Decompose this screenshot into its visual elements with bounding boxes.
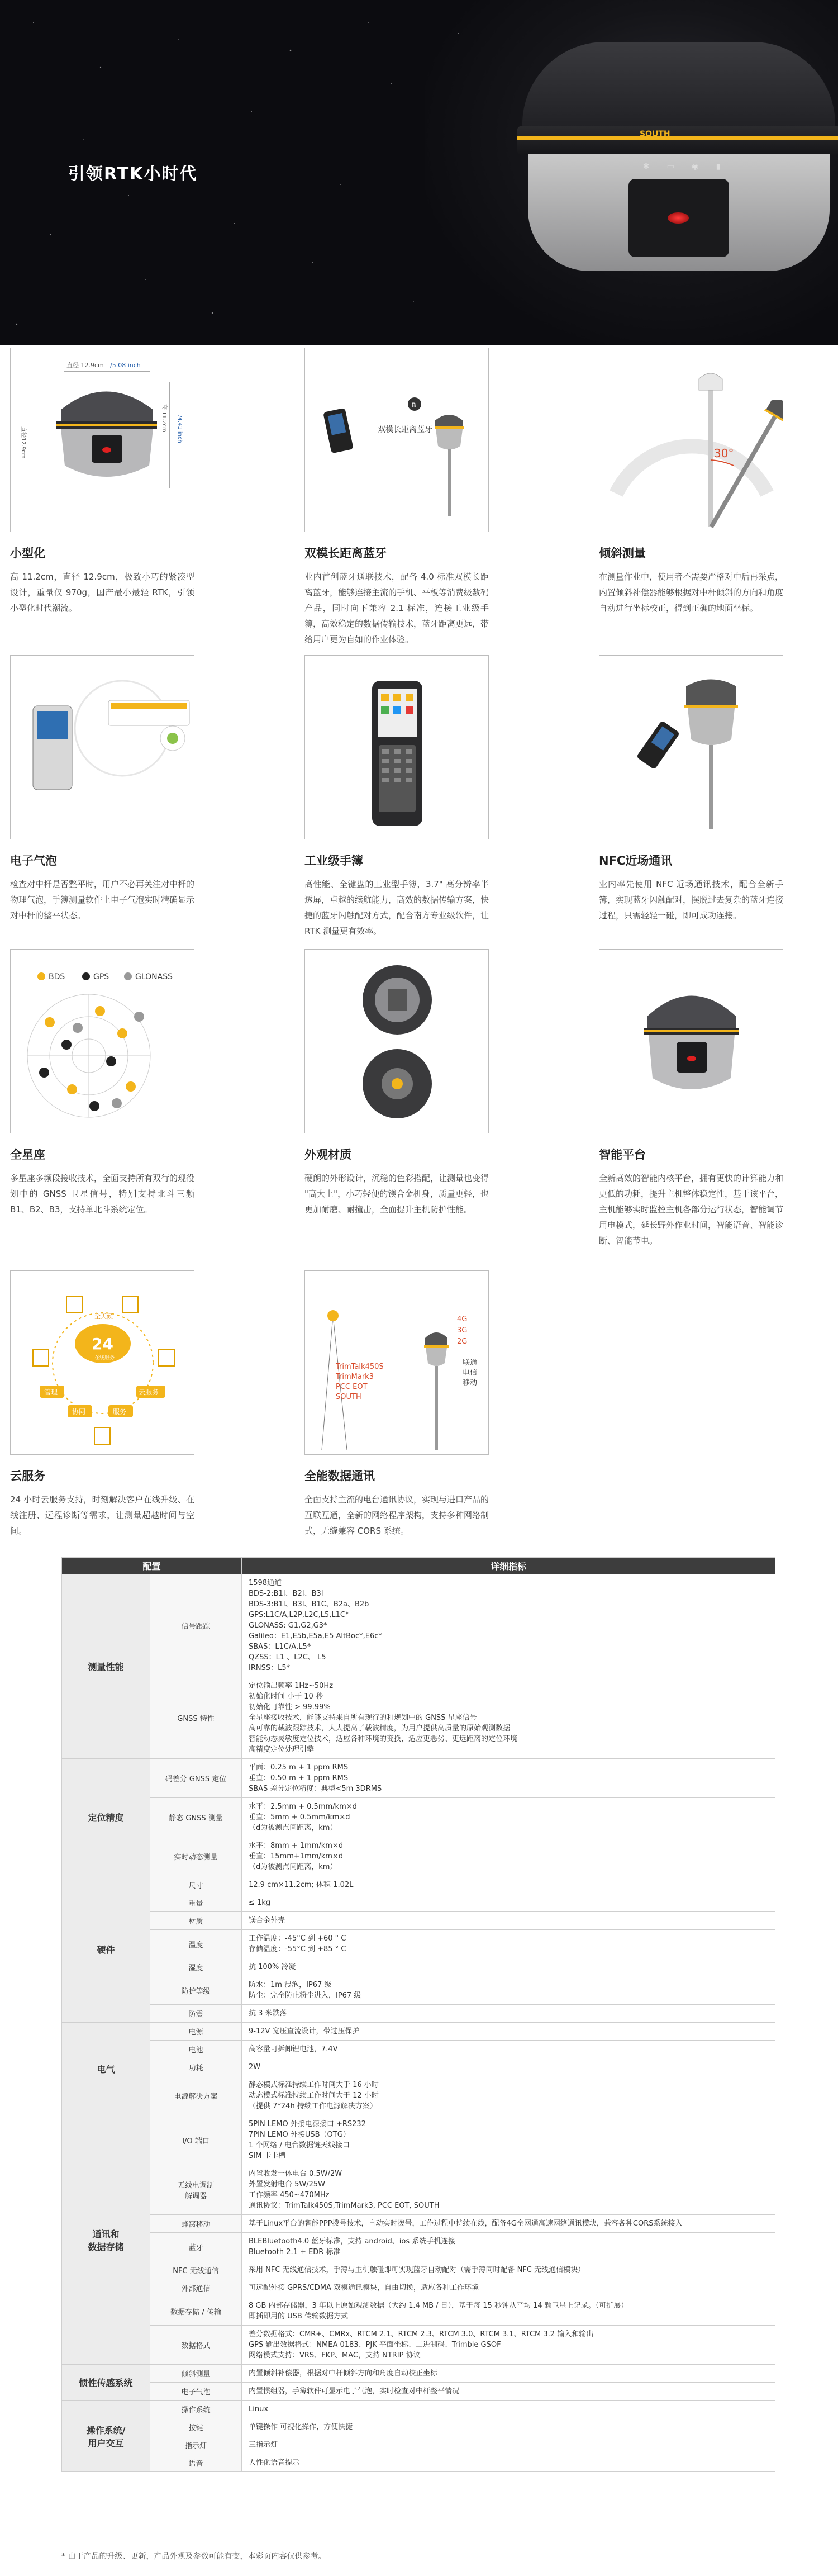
- bubble-icon: [167, 733, 178, 744]
- dim-height-inch: /4.41 inch: [177, 415, 183, 443]
- spec-row: [62, 1976, 775, 2005]
- spec-value: 抗 100% 冷凝: [242, 1958, 775, 1976]
- spec-item: 功耗: [150, 2058, 242, 2076]
- spec-value: 可远配外接 GPRS/CDMA 双模通讯模块，自由切换，适应各种工作环境: [242, 2279, 775, 2297]
- spec-row: [62, 2261, 775, 2279]
- bds-dot-icon: [37, 972, 45, 980]
- spec-row: [62, 2165, 775, 2215]
- spec-row: [62, 1876, 775, 1894]
- spec-item: 湿度: [150, 1958, 242, 1976]
- legend-gps: GPS: [93, 972, 109, 981]
- spec-item: 按键: [150, 2418, 242, 2436]
- spec-value: 高容量可拆卸锂电池，7.4V: [242, 2041, 775, 2058]
- feature-title: 倾斜测量: [599, 547, 646, 560]
- spec-value: 9-12V 宽压直流设计，带过压保护: [242, 2023, 775, 2041]
- spec-value: 内置倾斜补偿器，根据对中杆倾斜方向和角度自动校正坐标: [242, 2365, 775, 2383]
- feature-e-bubble: [10, 655, 194, 923]
- feature-desc: 全新高效的智能内核平台，拥有更快的计算能力和更低的功耗，提升主机整体稳定性，基于该平台，主机能够实时监控主机各部分运行状态，智能调节用电模式，延长野外作业时间，智能语音、智能诊断、智能节电。: [599, 1173, 784, 1246]
- spec-row: [62, 2076, 775, 2115]
- hero-title: 引领RTK小时代: [68, 164, 198, 184]
- legend-glonass: GLONASS: [135, 972, 173, 981]
- spec-value: 12.9 cm×11.2cm; 体积 1.02L: [242, 1876, 775, 1894]
- spec-item: 电池: [150, 2041, 242, 2058]
- feature-title: 全能数据通讯: [304, 1469, 375, 1483]
- spec-value: Linux: [242, 2401, 775, 2418]
- net-3g: 3G: [457, 1326, 468, 1335]
- bluetooth-label: 双模长距离蓝牙: [378, 425, 432, 434]
- spec-item: NFC 无线通信: [150, 2261, 242, 2279]
- feature-cloud: [10, 1270, 194, 1539]
- spec-item: 语音: [150, 2454, 242, 2472]
- feature-smart-platform: [599, 949, 783, 1249]
- spec-value: 单键操作 可视化操作，方便快捷: [242, 2418, 775, 2436]
- glonass-dot-icon: [124, 972, 132, 980]
- spec-header-detail: 详细指标: [242, 1558, 775, 1574]
- cloud-badge-top: 全天候: [94, 1313, 113, 1320]
- spec-value: 内置收发一体电台 0.5W/2W 外置发射电台 5W/25W 工作频率 450~470MHz 通讯协议：TrimTalk450S,TrimMark3, PCC EOT, SOUTH: [242, 2165, 775, 2215]
- cloud-badge-bottom: 在线服务: [94, 1355, 115, 1361]
- spec-item: GNSS 特性: [150, 1677, 242, 1759]
- spec-value: 差分数据格式：CMR+、CMRx、RTCM 2.1、RTCM 2.3、RTCM 3.0、RTCM 3.1、RTCM 3.2 输入和输出 GPS 输出数据格式：NMEA 0183、PJK 平面坐标、二进制码、Trimble GSOF 网络模式支持：VRS、FKP、MAC，支持 NTRIP 协议: [242, 2326, 775, 2365]
- feature-title: 双模长距离蓝牙: [304, 547, 387, 560]
- red-led-icon: [668, 212, 689, 224]
- feature-tilt: [599, 348, 783, 616]
- carrier-unicom: 联通: [463, 1359, 478, 1367]
- feature-image: [10, 1270, 194, 1455]
- spec-value: 抗 3 米跌落: [242, 2005, 775, 2023]
- feature-image: [599, 655, 783, 839]
- feature-nfc: [599, 655, 783, 923]
- feature-title: 全星座: [10, 1148, 45, 1161]
- spec-table: [61, 1557, 775, 2472]
- footnote: * 由于产品的升级、更新，产品外观及参数可能有变，本彩页内容仅供参考。: [61, 2552, 326, 2561]
- spec-value: 采用 NFC 无线通信技术，手簿与主机触碰即可实现蓝牙自动配对（需手簿同时配备 NFC 无线通信模块）: [242, 2261, 775, 2279]
- feature-desc: 全面支持主流的电台通讯协议，实现与进口产品的互联互通，全新的网络程序架构，支持多种网络制式，无缝兼容 CORS 系统。: [304, 1495, 489, 1536]
- feature-title: NFC近场通讯: [599, 854, 673, 867]
- spec-row: [62, 2058, 775, 2076]
- spec-item: 实时动态测量: [150, 1837, 242, 1876]
- feature-image: [304, 1270, 489, 1455]
- spec-category: 操作系统/ 用户交互: [62, 2401, 150, 2472]
- feature-handheld: [304, 655, 489, 939]
- protocol-trimmark: TrimMark3: [336, 1373, 374, 1381]
- spec-row: [62, 1930, 775, 1958]
- spec-value: 平面：0.25 m + 1 ppm RMS 垂直：0.50 m + 1 ppm RMS SBAS 差分定位精度：典型<5m 3DRMS: [242, 1759, 775, 1798]
- protocol-trimtalk: TrimTalk450S: [336, 1363, 384, 1371]
- spec-item: 防护等级: [150, 1976, 242, 2005]
- spec-row: [62, 2005, 775, 2023]
- feature-desc: 多星座多频段接收技术，全面支持所有双行的现役划中的 GNSS 卫星信号，特别支持北斗三频 B1、B2、B3，支持单北斗系统定位。: [10, 1173, 195, 1215]
- feature-image: [304, 348, 489, 532]
- spec-row: [62, 2454, 775, 2472]
- spec-row: [62, 1912, 775, 1930]
- feature-material: [304, 949, 489, 1217]
- feature-desc: 高性能、全键盘的工业型手簿，3.7" 高分辨率半透屏，卓越的续航能力，高效的数据传输方案，快捷的蓝牙闪触配对方式，配合南方专业级软件，让 RTK 测量更有效率。: [304, 879, 489, 936]
- tilt-angle: 30°: [714, 447, 734, 460]
- spec-item: 蓝牙: [150, 2233, 242, 2261]
- spec-category: 测量性能: [62, 1574, 150, 1759]
- cloud-badge: 24: [92, 1335, 113, 1353]
- feature-datacomm: [304, 1270, 489, 1539]
- spec-row: [62, 2401, 775, 2418]
- protocol-south: SOUTH: [336, 1393, 361, 1401]
- spec-row: [62, 2365, 775, 2383]
- spec-value: 镁合金外壳: [242, 1912, 775, 1930]
- spec-item: 操作系统: [150, 2401, 242, 2418]
- hero-banner: [0, 0, 838, 345]
- status-icons: ✱ ▭ ◉ ▮: [642, 162, 721, 171]
- feature-image: [599, 348, 783, 532]
- feature-desc: 业内首创蓝牙通联技术，配备 4.0 标准双模长距离蓝牙，能够连接主流的手机、平板等消费级数码产品，同时向下兼容 2.1 标准，连接工业级手簿，高效稳定的数据传输技术，蓝牙距离更远，带给用户更为自如的作业体验。: [304, 572, 489, 644]
- spec-item: 电源: [150, 2023, 242, 2041]
- spec-row: [62, 2326, 775, 2365]
- dim-height: 高 11.2cm: [161, 404, 167, 433]
- receiver-image: [500, 11, 838, 302]
- spec-value: 2W: [242, 2058, 775, 2076]
- spec-row: [62, 2233, 775, 2261]
- feature-desc: 检查对中杆是否整平时，用户不必再关注对中杆的物理气泡，手簿测量软件上电子气泡实时精确显示对中杆的整平状态。: [10, 879, 195, 921]
- feature-desc: 24 小时云服务支持，时刻解决客户在线升级、在线注册、远程诊断等需求，让测量超越时间与空间。: [10, 1495, 194, 1536]
- spec-item: 防震: [150, 2005, 242, 2023]
- spec-value: 5PIN LEMO 外接电源接口 +RS232 7PIN LEMO 外接USB（OTG） 1 个网络 / 电台数据链天线接口 SIM 卡卡槽: [242, 2115, 775, 2165]
- spec-value: 基于Linux平台的智能PPP拨号技术，自动实时拨号，工作过程中持续在线，配备4G全网通高速网络通讯模块，兼容各种CORS系统接入: [242, 2215, 775, 2233]
- spec-row: [62, 1574, 775, 1677]
- spec-row: [62, 1798, 775, 1837]
- bluetooth-icon: ʙ: [411, 400, 416, 410]
- feature-miniaturization: [10, 348, 194, 616]
- feature-image: [599, 949, 783, 1133]
- spec-value: 工作温度：-45°C 到 +60 ° C 存储温度：-55°C 到 +85 ° C: [242, 1930, 775, 1958]
- spec-row: [62, 2115, 775, 2165]
- feature-title: 工业级手簿: [304, 854, 363, 867]
- spec-value: 定位输出频率 1Hz~50Hz 初始化时间 小于 10 秒 初始化可靠性 > 99.99% 全星座接收技术，能够支持来自所有现行的和规划中的 GNSS 星座信号 高可靠的载波跟踪技术，大大提高了载波精度，为用户提供高质量的原始观测数据 智能动态灵敏度定位技术，适应各种环境的变换，适应更恶劣、更远距离的定位环境 高精度定位处理引擎: [242, 1677, 775, 1759]
- net-4g: 4G: [457, 1315, 468, 1323]
- feature-desc: 硬朗的外形设计，沉稳的色彩搭配，让测量也变得 "高大上"，小巧轻便的镁合金机身，质量更轻，也更加耐磨、耐撞击，全面提升主机防护性能。: [304, 1173, 489, 1215]
- feature-image: [304, 655, 489, 839]
- dim-side: 直径12.9cm: [20, 426, 26, 459]
- spec-category: 硬件: [62, 1876, 150, 2023]
- protocol-pcc: PCC EOT: [336, 1383, 368, 1391]
- spec-item: I/O 端口: [150, 2115, 242, 2165]
- spec-category: 电气: [62, 2023, 150, 2115]
- spec-header-config: 配置: [62, 1558, 242, 1574]
- feature-image: [304, 949, 489, 1133]
- spec-row: [62, 2215, 775, 2233]
- spec-value: 防水：1m 浸泡，IP67 级 防尘：完全防止粉尘进入，IP67 级: [242, 1976, 775, 2005]
- spec-value: 静态模式标准持续工作时间大于 16 小时 动态模式标准持续工作时间大于 12 小时 （提供 7*24h 持续工作电源解决方案）: [242, 2076, 775, 2115]
- spec-row: [62, 1958, 775, 1976]
- net-2g: 2G: [457, 1337, 468, 1346]
- spec-item: 信号跟踪: [150, 1574, 242, 1677]
- feature-image: [10, 348, 194, 532]
- tag-manage: 管理: [44, 1388, 58, 1396]
- feature-desc: 在测量作业中，使用者不需要严格对中后再采点，内置倾斜补偿器能够根据对中杆倾斜的方向和角度自动进行坐标校正，得到正确的地面坐标。: [599, 572, 784, 613]
- spec-row: [62, 2297, 775, 2326]
- spec-item: 静态 GNSS 测量: [150, 1798, 242, 1837]
- spec-item: 蜂窝移动: [150, 2215, 242, 2233]
- feature-bluetooth: [304, 348, 489, 647]
- spec-row: [62, 2279, 775, 2297]
- spec-row: [62, 2023, 775, 2041]
- spec-row: [62, 1759, 775, 1798]
- spec-value: 1598通道 BDS-2:B1I、B2I、B3I BDS-3:B1I、B3I、B1C、B2a、B2b GPS:L1C/A,L2P,L2C,L5,L1C* GLONASS: G1,G2,G3* Galileo：E1,E5b,E5a,E5 AltBoc*,E6c* SBAS：L1C/A,L5* QZSS：L1 、L2C、 L5 IRNSS：L5*: [242, 1574, 775, 1677]
- gps-dot-icon: [82, 972, 90, 980]
- spec-value: 内置惯组器，手簿软件可显示电子气泡，实时检查对中杆整平情况: [242, 2383, 775, 2401]
- spec-item: 电子气泡: [150, 2383, 242, 2401]
- spec-item: 数据存储 / 传输: [150, 2297, 242, 2326]
- feature-desc: 高 11.2cm，直径 12.9cm，极致小巧的紧凑型设计，重量仅 970g，国产最小最轻 RTK，引领小型化时代潮流。: [10, 572, 194, 613]
- spec-item: 外部通信: [150, 2279, 242, 2297]
- carrier-telecom: 电信: [463, 1369, 478, 1377]
- spec-row: [62, 1677, 775, 1759]
- spec-row: [62, 2383, 775, 2401]
- feature-title: 智能平台: [599, 1148, 646, 1161]
- spec-item: 数据格式: [150, 2326, 242, 2365]
- spec-category: 通讯和 数据存储: [62, 2115, 150, 2365]
- spec-item: 无线电调制 解调器: [150, 2165, 242, 2215]
- feature-title: 小型化: [10, 547, 45, 560]
- spec-row: [62, 2041, 775, 2058]
- spec-item: 重量: [150, 1894, 242, 1912]
- legend-bds: BDS: [49, 972, 65, 981]
- spec-item: 码差分 GNSS 定位: [150, 1759, 242, 1798]
- spec-item: 尺寸: [150, 1876, 242, 1894]
- spec-item: 电源解决方案: [150, 2076, 242, 2115]
- feature-constellation: [10, 949, 194, 1217]
- spec-value: 人性化语音提示: [242, 2454, 775, 2472]
- spec-value: 8 GB 内部存储器，3 年以上原始观测数据（大约 1.4 MB / 日），基于每 15 秒钟从平均 14 颗卫星上记录。（可扩展） 即插即用的 USB 传输数据方式: [242, 2297, 775, 2326]
- spec-row: [62, 2436, 775, 2454]
- tag-service: 服务: [113, 1408, 127, 1416]
- spec-value: BLEBluetooth4.0 蓝牙标准，支持 android、ios 系统手机连接 Bluetooth 2.1 + EDR 标准: [242, 2233, 775, 2261]
- tag-collab: 协同: [72, 1408, 86, 1416]
- spec-value: 水平：2.5mm + 0.5mm/km×d 垂直：5mm + 0.5mm/km×d （d为被测点间距离，km）: [242, 1798, 775, 1837]
- spec-item: 倾斜测量: [150, 2365, 242, 2383]
- spec-category: 惯性传感系统: [62, 2365, 150, 2401]
- dim-diameter-inch: /5.08 inch: [110, 362, 141, 369]
- spec-row: [62, 1837, 775, 1876]
- feature-image: [10, 655, 194, 839]
- dim-diameter: 直径 12.9cm: [66, 362, 104, 369]
- feature-title: 云服务: [10, 1469, 45, 1483]
- spec-value: ≤ 1kg: [242, 1894, 775, 1912]
- spec-value: 水平：8mm + 1mm/km×d 垂直：15mm+1mm/km×d （d为被测点间距离，km）: [242, 1837, 775, 1876]
- feature-image: [10, 949, 194, 1133]
- spec-item: 材质: [150, 1912, 242, 1930]
- spec-category: 定位精度: [62, 1759, 150, 1876]
- spec-item: 指示灯: [150, 2436, 242, 2454]
- tag-cloud: 云服务: [139, 1388, 159, 1396]
- carrier-mobile: 移动: [463, 1379, 478, 1387]
- spec-value: 三指示灯: [242, 2436, 775, 2454]
- feature-title: 外观材质: [304, 1148, 351, 1161]
- spec-item: 温度: [150, 1930, 242, 1958]
- spec-row: [62, 2418, 775, 2436]
- feature-title: 电子气泡: [10, 854, 57, 867]
- brand-logo: SOUTH: [640, 130, 670, 139]
- feature-desc: 业内率先使用 NFC 近场通讯技术，配合全新手簿，实现蓝牙闪触配对，摆脱过去复杂的蓝牙连接过程，只需轻轻一碰，即可成功连接。: [599, 879, 784, 921]
- spec-row: [62, 1894, 775, 1912]
